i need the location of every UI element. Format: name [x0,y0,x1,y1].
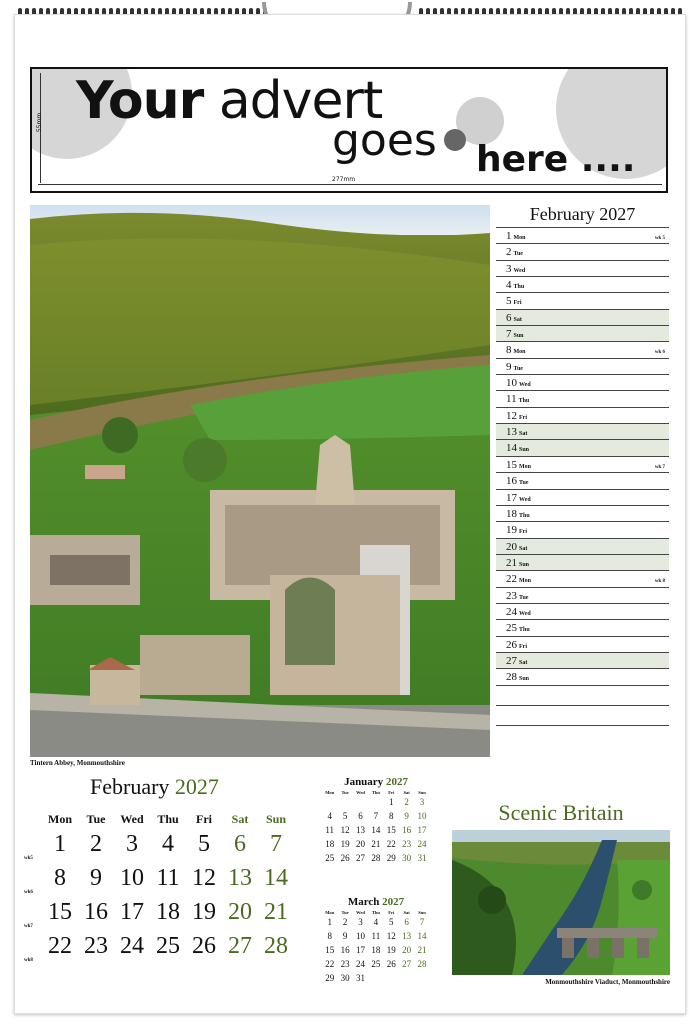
diary-day-row [496,292,669,308]
diary-day-row [496,358,669,374]
diary-day-name: Sun [519,676,530,683]
month-day: 2 [90,831,102,857]
month-day: 4 [162,831,174,857]
mini-calendar-march [322,896,430,985]
month-day: 14 [264,865,288,891]
diary-blank-line [496,725,669,745]
scenic-photo-viaduct [452,830,670,975]
mini-day: 9 [404,811,409,821]
mini-day: 24 [355,959,365,969]
mini-day [368,971,383,985]
month-week-row [24,895,294,929]
mini-day: 14 [371,825,381,835]
month-day: 28 [264,933,288,959]
diary-day-number: 14 [506,442,517,455]
weekday-header: Wed [120,812,144,826]
advert-box [30,67,668,193]
diary-day-number: 24 [506,605,517,618]
diary-day-row [496,243,669,259]
mini-day: 16 [402,825,412,835]
mini-day: 13 [402,931,412,941]
week-label: wk7 [24,924,33,929]
diary-day-row [496,276,669,292]
mini-day: 15 [325,945,335,955]
mini-day: 14 [417,931,427,941]
mini-day: 10 [355,931,365,941]
diary-day-number: 10 [506,377,517,390]
diary-day-number: 6 [506,311,512,324]
diary-day-number: 23 [506,589,517,602]
diary-day-name: Fri [519,643,527,650]
mini-weekday: Sun [418,790,426,795]
mini-day: 19 [340,839,350,849]
diary-day-name: Sun [519,447,530,454]
month-name: February [90,774,170,799]
mini-day [399,971,414,985]
month-day: 1 [54,831,66,857]
mini-day: 7 [419,917,425,927]
mini-weekday: Sat [403,910,410,915]
diary-day-row [496,407,669,423]
diary-day-name: Sat [513,316,522,323]
diary-day-name: Fri [513,300,522,307]
mini-day: 25 [325,853,335,863]
diary-day-number: 26 [506,638,517,651]
width-dimension-label: 277mm [332,176,356,183]
mini-weekday: Fri [388,790,395,795]
mini-day: 31 [417,853,427,863]
mini-calendar-title: March 2027 [347,896,405,908]
mini-day: 23 [402,839,412,849]
mini-day [384,971,399,985]
mini-calendar-row [322,957,430,971]
height-dimension-label: 55mm [36,112,44,133]
week-label: wk6 [24,890,33,895]
diary-day-row [496,456,669,472]
diary-week-number: wk 8 [654,579,665,585]
diary-day-number: 15 [506,458,517,471]
weekday-header: Fri [196,812,212,826]
diary-day-row [496,390,669,406]
diary-day-number: 7 [506,328,512,341]
diary-week-number: wk 6 [654,350,665,356]
diary-day-number: 11 [506,393,517,406]
mini-weekday: Fri [388,910,395,915]
diary-day-name: Mon [519,578,531,585]
mini-day: 28 [417,959,427,969]
mini-calendar-row [322,915,430,929]
diary-day-name: Sat [519,659,528,666]
mini-weekday: Wed [356,910,365,915]
diary-day-name: Sat [519,431,528,438]
diary-day-name: Mon [519,463,531,470]
mini-calendar-january [322,776,430,865]
diary-day-name: Mon [513,349,526,356]
decor-dot [444,129,466,151]
diary-day-row [496,325,669,341]
month-day: 27 [228,933,252,959]
mini-day: 4 [373,917,379,927]
month-grid-header [24,812,294,827]
month-title [90,774,219,800]
diary-day-name: Mon [513,235,526,241]
mini-day: 30 [340,973,350,983]
weekday-header: Thu [157,812,179,826]
diary-day-name: Tue [519,594,529,601]
diary-day-number: 2 [506,246,512,259]
diary-day-row [496,309,669,325]
month-week-row [24,861,294,895]
diary-day-row [496,521,669,537]
diary-day-row [496,260,669,276]
diary-day-row [496,636,669,652]
mini-day [322,795,337,809]
month-day: 17 [120,899,144,925]
diary-day-row [496,668,669,684]
mini-weekday: Tue [341,910,349,915]
month-day: 24 [120,933,144,959]
mini-weekday: Thu [371,910,380,915]
month-day: 25 [156,933,180,959]
diary-day-row [496,489,669,505]
mini-calendar-row [322,929,430,943]
advert-line-goes: goes [332,115,437,166]
mini-day: 22 [325,959,335,969]
diary-day-number: 9 [506,360,512,373]
mini-day: 18 [325,839,335,849]
diary-title: February 2027 [529,204,636,224]
width-dimension-line [38,184,662,185]
month-day: 11 [156,865,180,891]
month-day: 26 [192,933,216,959]
month-day: 21 [264,899,288,925]
diary-day-row [496,587,669,603]
diary-day-name: Tue [519,480,529,487]
diary-day-row [496,619,669,635]
diary-day-row [496,570,669,586]
mini-day: 24 [417,839,427,849]
mini-weekday: Mon [325,790,335,795]
mini-calendar-row [322,971,430,985]
mini-day: 21 [417,945,427,955]
diary-day-number: 22 [506,573,517,586]
mini-day: 26 [386,959,396,969]
advert-line-here: here .... [476,139,636,180]
mini-day: 6 [404,917,409,927]
diary-day-name: Fri [519,529,527,536]
month-day: 12 [192,865,216,891]
diary-day-name: Fri [519,414,527,421]
mini-day [353,795,368,809]
month-week-row [24,827,294,861]
mini-day: 29 [325,973,335,983]
mini-day: 27 [402,959,412,969]
mini-day: 1 [389,797,394,807]
mini-day: 2 [404,797,409,807]
mini-day: 3 [358,917,363,927]
diary-day-name: Tue [513,251,523,258]
month-week-row [24,929,294,963]
diary-day-number: 13 [506,426,517,439]
diary-day-name: Sat [519,545,528,552]
mini-day: 12 [340,825,350,835]
mini-day: 11 [371,931,381,941]
diary-day-number: 1 [506,230,512,242]
diary-day-row [496,603,669,619]
mini-day: 5 [389,917,394,927]
diary-day-row [496,423,669,439]
diary-day-name: Thu [519,627,530,634]
abbey-landscape-image [30,205,490,757]
diary-day-row [496,554,669,570]
mini-day: 31 [355,973,365,983]
diary-day-number: 12 [506,409,517,422]
diary-day-number: 21 [506,556,517,569]
month-day: 22 [48,933,72,959]
weekday-header: Sun [265,812,287,826]
diary-day-number: 4 [506,279,512,292]
diary-day-name: Thu [513,284,525,291]
mini-day: 19 [386,945,396,955]
mini-day: 11 [325,825,335,835]
diary-day-number: 27 [506,654,517,667]
mini-day: 17 [417,825,427,835]
diary-day-name: Thu [518,398,530,405]
mini-day: 10 [417,811,427,821]
main-photo-tintern-abbey [30,205,490,757]
month-day: 9 [90,865,102,891]
month-day: 15 [48,899,72,925]
diary-day-number: 3 [506,262,512,275]
scenic-britain-title: Scenic Britain [498,800,624,825]
diary-day-row [496,374,669,390]
mini-calendar-row [322,851,430,865]
month-day: 6 [234,831,246,857]
diary-day-row [496,652,669,668]
diary-day-number: 5 [506,295,512,308]
mini-day: 2 [342,917,348,927]
mini-calendar-row [322,943,430,957]
month-day: 19 [192,899,216,925]
diary-day-name: Wed [519,382,531,389]
weekday-header: Mon [48,812,72,826]
mini-weekday: Thu [371,790,380,795]
month-day: 10 [120,865,144,891]
mini-day: 26 [340,853,350,863]
mini-calendar-row [322,837,430,851]
diary-day-row [496,227,669,243]
diary-day-number: 19 [506,524,517,537]
diary-day-row [496,439,669,455]
weekday-header: Sat [231,812,249,826]
month-day: 8 [54,865,66,891]
mini-weekday: Sat [403,790,410,795]
mini-day: 28 [371,853,381,863]
diary-day-number: 18 [506,507,517,520]
mini-day: 20 [402,945,412,955]
mini-day: 7 [373,811,379,821]
diary-day-name: Sun [513,333,524,340]
mini-weekday: Tue [341,790,349,795]
mini-day: 23 [340,959,350,969]
scenic-caption: Monmouthshire Viaduct, Monmouthshire [545,978,670,986]
mini-day: 25 [371,959,381,969]
mini-weekday: Mon [325,910,335,915]
diary-day-name: Wed [519,610,531,617]
week-label: wk8 [24,958,33,963]
mini-day: 8 [389,811,394,821]
mini-day: 27 [355,853,365,863]
month-day: 16 [84,899,108,925]
diary-day-number: 17 [506,491,517,504]
diary-day-number: 8 [506,344,512,357]
diary-blank-line [496,685,669,705]
mini-day: 4 [327,811,332,821]
month-year: 2027 [174,774,219,799]
mini-day: 15 [386,825,396,835]
mini-day: 17 [355,945,365,955]
weekday-header: Tue [86,812,106,826]
mini-calendar-row [322,795,430,809]
mini-day: 1 [327,917,332,927]
week-label: wk5 [24,856,33,861]
mini-day: 3 [419,797,425,807]
mini-day: 16 [340,945,350,955]
mini-day: 22 [386,839,396,849]
mini-day [414,971,429,985]
month-grid [24,812,294,963]
diary-day-name: Wed [513,267,526,274]
diary-blank-line [496,705,669,725]
month-day: 20 [228,899,252,925]
mini-calendar-row [322,809,430,823]
diary-day-row [496,505,669,521]
diary-day-name: Wed [519,496,531,503]
month-day: 5 [198,831,210,857]
diary-day-number: 16 [506,475,517,488]
diary-week-number: wk 5 [654,236,665,241]
month-day: 18 [156,899,180,925]
diary-day-name: Tue [513,365,523,372]
diary-day-name: Sun [519,561,530,568]
advert-word-your: Your [76,71,204,131]
mini-calendar-title: January 2027 [344,776,408,788]
diary-column [496,203,669,745]
mini-day [337,795,352,809]
mini-day: 12 [386,931,396,941]
mini-day: 6 [358,811,363,821]
viaduct-landscape-image [452,830,670,975]
month-day: 23 [84,933,108,959]
mini-day: 8 [327,931,332,941]
photo-caption: Tintern Abbey, Monmouthshire [30,759,125,767]
month-day: 13 [228,865,252,891]
diary-day-number: 28 [506,671,517,684]
diary-day-row [496,472,669,488]
mini-day: 21 [371,839,381,849]
mini-weekday: Wed [356,790,365,795]
mini-day: 30 [402,853,412,863]
month-day: 7 [270,831,282,857]
diary-day-row [496,341,669,357]
diary-day-number: 25 [506,622,517,635]
advert-word-advert: advert [218,71,383,131]
diary-week-number: wk 7 [654,464,665,470]
month-day: 3 [126,831,138,857]
mini-day: 18 [371,945,381,955]
mini-weekday: Sun [418,910,426,915]
diary-day-name: Thu [519,512,530,519]
diary-day-row [496,538,669,554]
mini-day [368,795,383,809]
mini-calendar-row [322,823,430,837]
mini-day: 9 [342,931,348,941]
mini-day: 29 [386,853,396,863]
mini-day: 5 [342,811,348,821]
diary-day-number: 20 [506,540,517,553]
mini-day: 13 [355,825,365,835]
mini-day: 20 [355,839,365,849]
